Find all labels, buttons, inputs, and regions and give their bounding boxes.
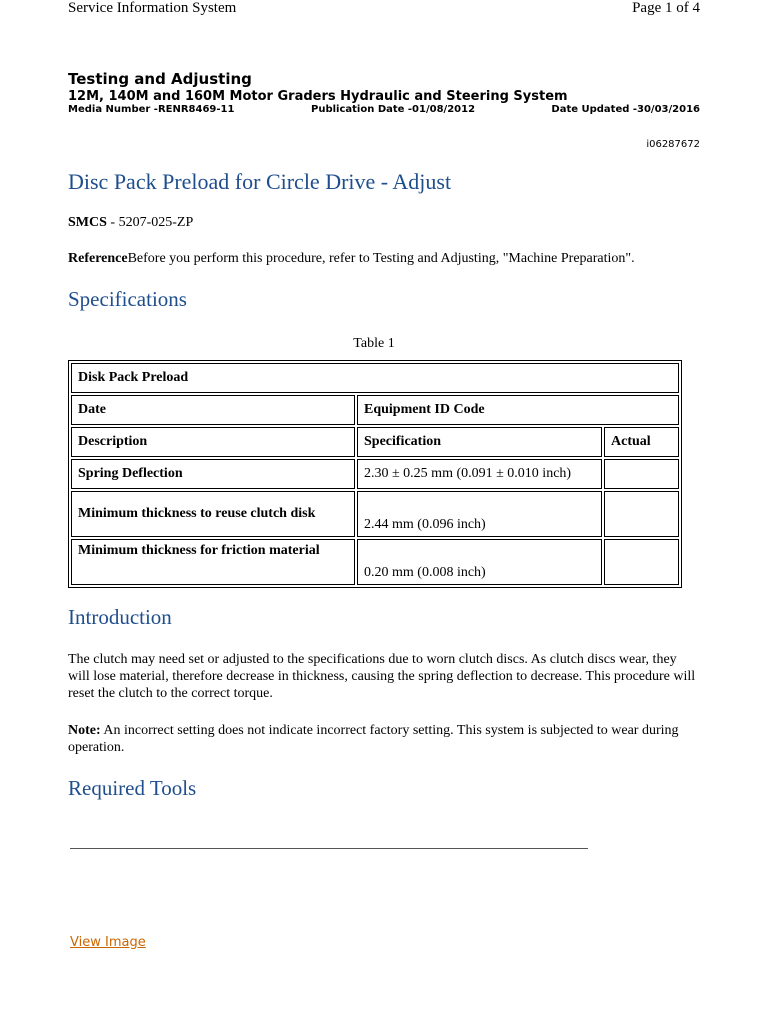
row-specification: 2.30 ± 0.25 mm (0.091 ± 0.010 inch) <box>357 459 602 489</box>
note-paragraph <box>68 722 700 756</box>
required-tools-heading: Required Tools <box>68 776 197 800</box>
introduction-paragraph: The clutch may need set or adjusted to the specifications due to worn clutch discs. As clutch discs wear, they will lose material, therefore decrease in thickness, causing the spring deflection to decrease. This procedure will reset the clutch to the correct torque. <box>68 652 696 701</box>
section-divider <box>70 848 588 849</box>
view-image-link[interactable]: View Image <box>70 935 146 950</box>
equipment-label-cell: Equipment ID Code <box>357 395 679 425</box>
table-title-cell: Disk Pack Preload <box>71 363 679 393</box>
row-actual <box>604 459 679 489</box>
reference-line <box>68 250 700 267</box>
page-indicator: Page 1 of 4 <box>632 0 700 16</box>
smcs-line <box>68 214 700 231</box>
date-label-cell: Date <box>71 395 355 425</box>
date-updated: Date Updated -30/03/2016 <box>551 104 700 115</box>
note-label: Note: <box>68 723 101 738</box>
note-text: An incorrect setting does not indicate incorrect factory setting. This system is subjected to wear during operation. <box>68 723 679 755</box>
specifications-heading: Specifications <box>68 287 187 311</box>
table-row <box>71 539 679 585</box>
row-actual <box>604 539 679 585</box>
publication-date: Publication Date -01/08/2012 <box>311 104 476 115</box>
table-row <box>71 427 679 457</box>
column-header-description: Description <box>71 427 355 457</box>
column-header-specification: Specification <box>357 427 602 457</box>
document-id: i06287672 <box>646 139 700 150</box>
table-row <box>71 491 679 537</box>
row-specification: 2.44 mm (0.096 inch) <box>357 491 602 537</box>
table-row <box>71 363 679 393</box>
table-row <box>71 459 679 489</box>
row-specification: 0.20 mm (0.008 inch) <box>357 539 602 585</box>
reference-label: Reference <box>68 251 128 266</box>
document-type: Testing and Adjusting <box>68 70 252 88</box>
row-description: Minimum thickness for friction material <box>71 539 355 585</box>
column-header-actual: Actual <box>604 427 679 457</box>
page-title: Disc Pack Preload for Circle Drive - Adjust <box>68 169 452 194</box>
table-row <box>71 395 679 425</box>
introduction-heading: Introduction <box>68 605 172 629</box>
row-description: Minimum thickness to reuse clutch disk <box>71 491 355 537</box>
smcs-label: SMCS <box>68 215 107 230</box>
reference-text: Before you perform this procedure, refer to Testing and Adjusting, "Machine Preparation". <box>127 251 635 266</box>
media-number: Media Number -RENR8469-11 <box>68 104 235 115</box>
row-description: Spring Deflection <box>71 459 355 489</box>
disk-pack-preload-table <box>68 360 682 588</box>
smcs-value: - 5207-025-ZP <box>106 215 194 230</box>
system-name: Service Information System <box>68 0 237 16</box>
row-actual <box>604 491 679 537</box>
table-caption: Table 1 <box>353 336 395 351</box>
document-product: 12M, 140M and 160M Motor Graders Hydraulic and Steering System <box>68 89 568 104</box>
